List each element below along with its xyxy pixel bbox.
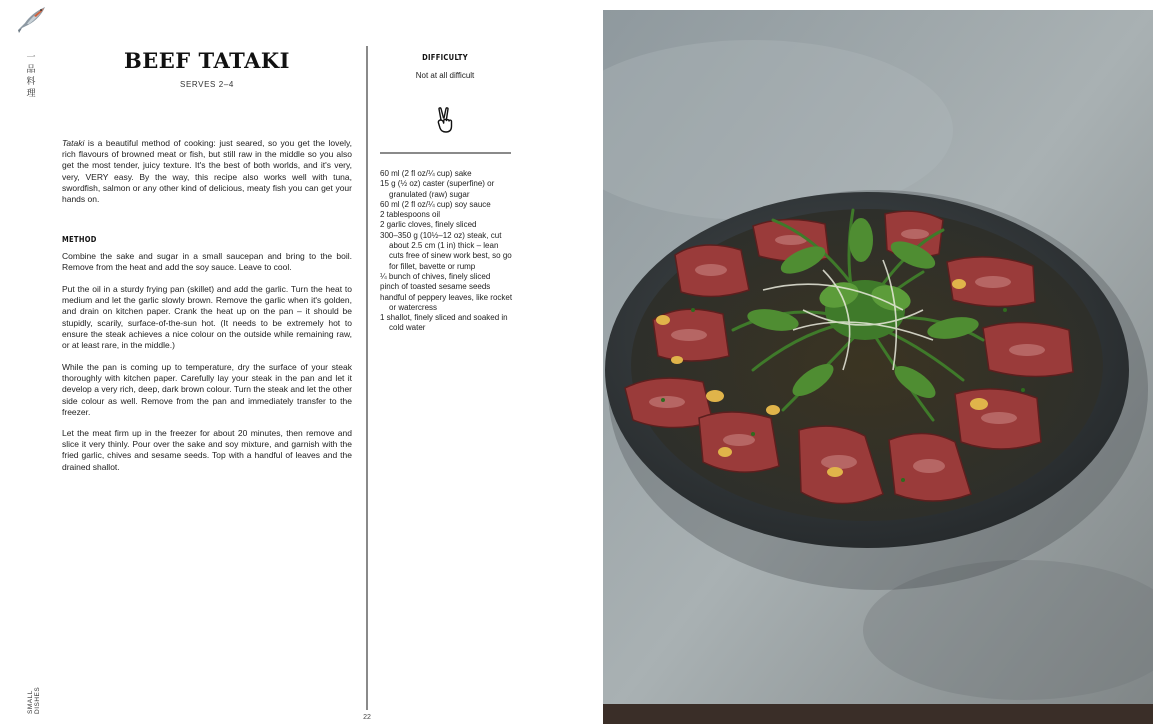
- ingredient-item: 15 g (½ oz) caster (superfine) or granulated (raw) sugar: [380, 179, 495, 199]
- method-heading: METHOD: [62, 235, 97, 244]
- ingredient-item: 1 shallot, finely sliced and soaked in cold water: [380, 313, 508, 333]
- ingredient-item: 60 ml (2 fl oz/¼ cup) soy sauce: [380, 199, 491, 209]
- intro-paragraph: [62, 138, 352, 205]
- dish-photo: [603, 10, 1153, 724]
- ingredients-list: [380, 169, 515, 334]
- difficulty-text: Not at all difficult: [415, 71, 475, 80]
- ingredient-item: 2 garlic cloves, finely sliced: [380, 220, 477, 230]
- ingredient-item: handful of peppery leaves, like rocket or watercress: [380, 292, 513, 312]
- ingredient-item: 60 ml (2 fl oz/¼ cup) sake: [380, 169, 472, 178]
- ingredient-item: 2 tablespoons oil: [380, 210, 441, 220]
- method-step-3: While the pan is coming up to temperature, dry the surface of your steak thoroughly with kitchen paper. Carefully lay your steak in the pan and let it develop a very rich, deep, dark brown colour. Turn the steak and let the other side colour as well. Remove from the pan and immediately transfer to the freezer.: [62, 362, 352, 417]
- side-japanese-text: 一品料理: [26, 53, 36, 99]
- ingredient-item: pinch of toasted sesame seeds: [380, 282, 491, 292]
- intro-text: is a beautiful method of cooking: just seared, so you get the lovely, rich flavours of browned meat or fish, but still raw in the middle so you also get the most tender, juicy texture. It's the best of both worlds, and it's very, very, VERY easy. By the way, this recipe also works well with tuna, swordfish, salmon or any other kind of delicious, meaty fish you can get your hands on.: [62, 138, 352, 205]
- method-step-4: Let the meat firm up in the freezer for about 20 minutes, then remove and slice it very thinly. Pour over the sake and soy mixture, and garnish with the fried garlic, chives and sesame seeds. Top with a handful of leaves and the drained shallot.: [62, 428, 352, 472]
- difficulty-heading: DIFFICULTY: [422, 53, 468, 62]
- side-section-label: SMALL DISHES: [27, 686, 41, 714]
- method-step-1: Combine the sake and sugar in a small saucepan and bring to the boil. Remove from the heat and add the soy sauce. Leave to cool.: [62, 251, 352, 273]
- peace-hand-icon: [434, 106, 456, 134]
- page-number: 22: [363, 714, 371, 721]
- ingredient-item: 300–350 g (10½–12 oz) steak, cut about 2.5 cm (1 in) thick – lean cuts free of sinew work best, so go for fillet, bavette or rump: [380, 230, 512, 271]
- method-step-2: Put the oil in a sturdy frying pan (skillet) and add the garlic. Turn the heat to medium and let the garlic slowly brown. Remove the garlic when it's golden, and drain on kitchen paper. Crank the heat up on the pan – it should be stupidly, scarily, surface-of-the-sun hot. (It needs to be extremely hot to ensure the steak achieves a nice colour on the outside while remaining raw, or at least rare, in the middle.): [62, 284, 352, 351]
- column-divider: [366, 46, 368, 710]
- ingredient-item: ¼ bunch of chives, finely sliced: [380, 271, 491, 281]
- serves-label: SERVES 2–4: [180, 80, 234, 89]
- intro-emphasis: Tataki: [62, 138, 85, 148]
- recipe-title: BEEF TATAKI: [124, 48, 290, 73]
- fish-logo: [16, 4, 48, 34]
- ingredients-divider: [380, 152, 511, 154]
